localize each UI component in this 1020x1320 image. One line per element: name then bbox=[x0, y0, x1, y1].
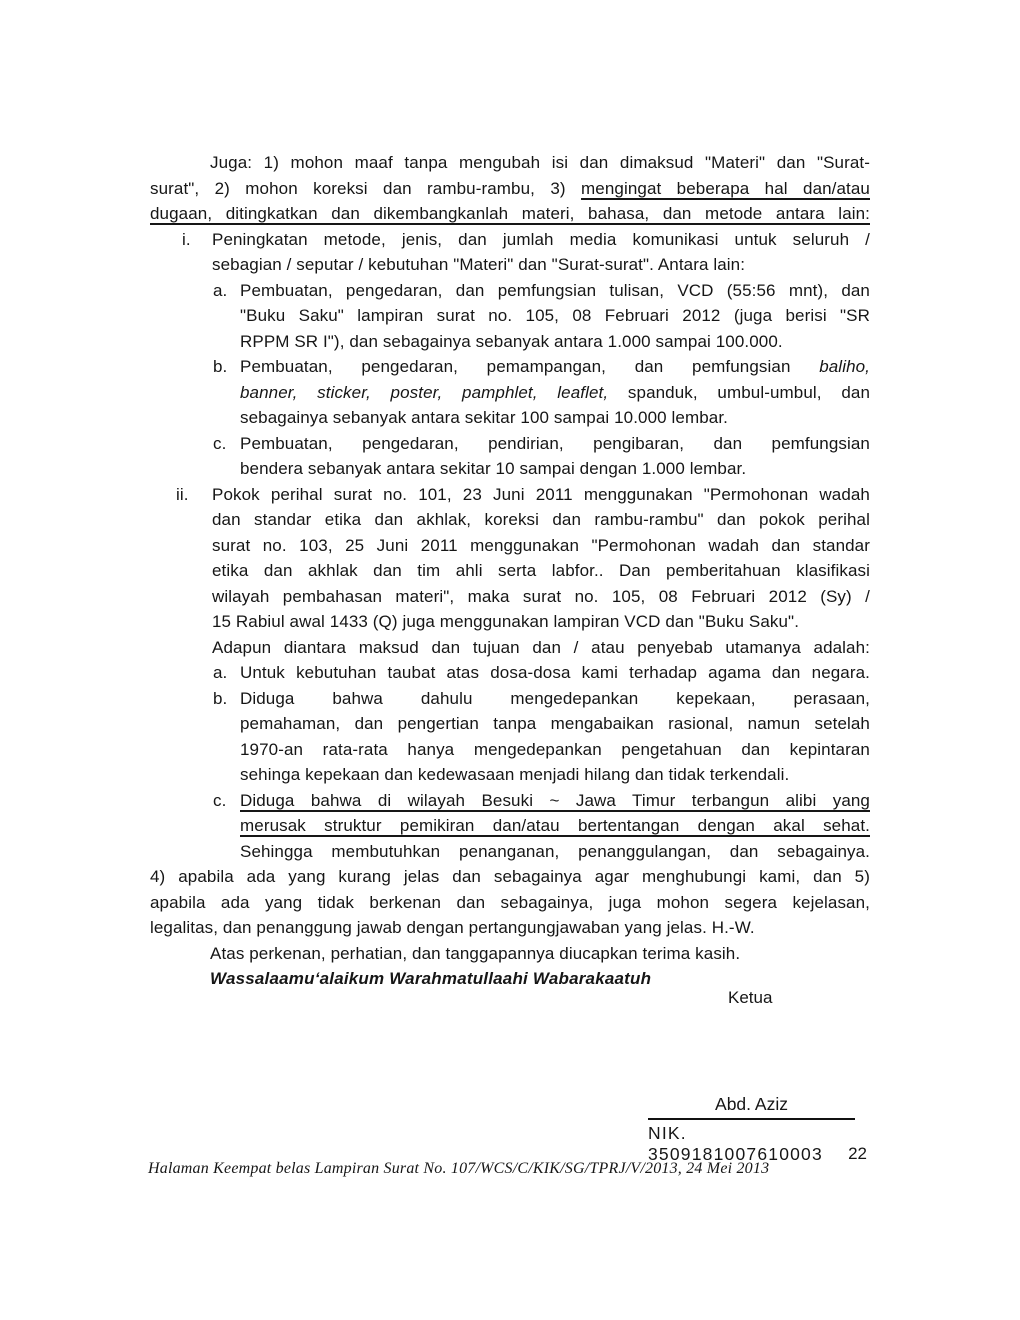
body-text: Pembuatan, pengedaran, pemampangan, dan pemfungsian bbox=[240, 357, 820, 376]
body-text: Pembuatan, pengedaran, dan pemfungsian tulisan, VCD (55:56 mnt), dan bbox=[240, 280, 870, 300]
underlined-text: mengingat beberapa hal dan/atau bbox=[581, 178, 870, 198]
italic-text: baliho, bbox=[819, 357, 870, 376]
list-item-a-line bbox=[150, 278, 870, 304]
body-text: bendera sebanyak antara sekitar 10 sampai dengan 1.000 lembar. bbox=[240, 459, 747, 478]
list-marker: b. bbox=[213, 688, 228, 708]
list-item-c2-line bbox=[150, 813, 870, 839]
body-text: 1970-an rata-rata hanya mengedepankan pengetahuan dan kepintaran bbox=[240, 739, 870, 759]
body-text: 4) apabila ada yang kurang jelas dan sebagainya agar menghubungi kami, dan 5) bbox=[150, 867, 870, 886]
body-text: Peningkatan metode, jenis, dan jumlah media komunikasi untuk seluruh / bbox=[212, 229, 870, 249]
list-item-ii-line bbox=[150, 507, 870, 533]
body-text: Sehingga membutuhkan penanganan, penanggulangan, dan sebagainya. bbox=[240, 841, 870, 861]
paragraph-thanks bbox=[150, 941, 870, 967]
list-marker: ii. bbox=[176, 484, 189, 504]
signature-underline bbox=[648, 1118, 855, 1120]
list-item-ii-line bbox=[150, 533, 870, 559]
list-marker: a. bbox=[213, 663, 228, 682]
footer-note: Halaman Keempat belas Lampiran Surat No. 107/WCS/C/KIK/SG/TPRJ/V/2013, 24 Mei 2013 bbox=[148, 1160, 770, 1177]
body-text: wilayah pembahasan materi", maka surat no. 105, 08 Februari 2012 (Sy) / bbox=[212, 586, 870, 606]
list-item-c2-line bbox=[150, 788, 870, 814]
body-text: Pokok perihal surat no. 101, 23 Juni 2011 menggunakan "Permohonan wadah bbox=[212, 484, 870, 504]
list-item-a-line bbox=[150, 303, 870, 329]
list-item-c-line bbox=[150, 431, 870, 457]
body-text: apabila ada yang tidak berkenan dan sebagainya, juga mohon segera kejelasan, bbox=[150, 892, 870, 912]
paragraph-opening-line bbox=[150, 176, 870, 202]
list-item-i-line bbox=[150, 227, 870, 253]
paragraph-closing-line bbox=[150, 864, 870, 890]
list-item-b2-line bbox=[150, 737, 870, 763]
body-text: Adapun diantara maksud dan tujuan dan / atau penyebab utamanya adalah: bbox=[212, 637, 870, 657]
body-text: legalitas, dan penanggung jawab dengan pertangungjawaban yang jelas. H.-W. bbox=[150, 918, 755, 937]
paragraph-closing-line bbox=[150, 890, 870, 916]
body-text: Juga: 1) mohon maaf tanpa mengubah isi dan dimaksud "Materi" dan "Surat- bbox=[210, 153, 870, 172]
list-item-a2-line bbox=[150, 660, 870, 686]
signer-name: Abd. Aziz bbox=[715, 1094, 788, 1114]
paragraph-opening-line bbox=[150, 150, 870, 176]
body-text: sehinga kepekaan dan kedewasaan menjadi hilang dan tidak terkendali. bbox=[240, 765, 790, 784]
paragraph-adapun bbox=[150, 635, 870, 661]
letter-body bbox=[150, 150, 870, 992]
body-text: surat", 2) mohon koreksi dan rambu-rambu, 3) bbox=[150, 178, 582, 198]
body-text: "Buku Saku" lampiran surat no. 105, 08 Februari 2012 (juga berisi "SR bbox=[240, 306, 870, 325]
paragraph-opening-line bbox=[150, 201, 870, 227]
list-marker: a. bbox=[213, 280, 228, 300]
body-text: sebagainya sebanyak antara sekitar 100 sampai 10.000 lembar. bbox=[240, 408, 728, 427]
bold-italic-text: Wassalaamu‘alaikum Warahmatullaahi Wabarakaatuh bbox=[210, 969, 652, 988]
body-text: spanduk, umbul-umbul, dan bbox=[608, 382, 870, 402]
body-text: etika dan akhlak dan tim ahli serta labfor.. Dan pemberitahuan klasifikasi bbox=[212, 561, 870, 580]
underlined-text: dugaan, ditingkatkan dan dikembangkanlah materi, bahasa, dan metode antara lain: bbox=[150, 204, 870, 223]
body-text: RPPM SR I"), dan sebagainya sebanyak antara 1.000 sampai 100.000. bbox=[240, 331, 783, 351]
list-item-b2-line bbox=[150, 762, 870, 788]
paragraph-closing-line bbox=[150, 915, 870, 941]
list-marker: c. bbox=[213, 433, 227, 453]
list-item-b2-line bbox=[150, 711, 870, 737]
list-item-c2-line bbox=[150, 839, 870, 865]
list-item-ii-line bbox=[150, 482, 870, 508]
list-item-a-line bbox=[150, 329, 870, 355]
list-item-i-line bbox=[150, 252, 870, 278]
list-item-b2-line bbox=[150, 686, 870, 712]
signer-nik: NIK. 3509181007610003 bbox=[648, 1123, 823, 1164]
body-text: surat no. 103, 25 Juni 2011 menggunakan "Permohonan wadah dan standar bbox=[212, 535, 870, 555]
list-marker: i. bbox=[182, 229, 191, 249]
body-text: dan standar etika dan akhlak, koreksi dan rambu-rambu" dan pokok perihal bbox=[212, 510, 870, 529]
list-item-ii-line bbox=[150, 609, 870, 635]
italic-text: banner, sticker, poster, pamphlet, leaflet, bbox=[240, 382, 609, 402]
body-text: Pembuatan, pengedaran, pendirian, pengibaran, dan pemfungsian bbox=[240, 433, 870, 453]
signature-title: Ketua bbox=[728, 988, 773, 1007]
underlined-text: Diduga bahwa di wilayah Besuki ~ Jawa Timur terbangun alibi yang bbox=[240, 790, 870, 810]
list-item-c-line bbox=[150, 456, 870, 482]
body-text: Untuk kebutuhan taubat atas dosa-dosa kami terhadap agama dan negara. bbox=[240, 663, 870, 682]
list-item-b-line bbox=[150, 354, 870, 380]
list-item-b-line bbox=[150, 380, 870, 406]
body-text: Atas perkenan, perhatian, dan tanggapannya diucapkan terima kasih. bbox=[210, 943, 741, 963]
list-item-b-line bbox=[150, 405, 870, 431]
list-marker: b. bbox=[213, 357, 228, 376]
body-text: pemahaman, dan pengertian tanpa mengabaikan rasional, namun setelah bbox=[240, 714, 870, 733]
list-marker: c. bbox=[213, 790, 227, 810]
body-text: Diduga bahwa dahulu mengedepankan kepekaan, perasaan, bbox=[240, 688, 870, 708]
body-text: sebagian / seputar / kebutuhan "Materi" dan "Surat-surat". Antara lain: bbox=[212, 255, 746, 274]
list-item-ii-line bbox=[150, 558, 870, 584]
underlined-text: merusak struktur pemikiran dan/atau bertentangan dengan akal sehat. bbox=[240, 816, 870, 835]
body-text: 15 Rabiul awal 1433 (Q) juga menggunakan lampiran VCD dan "Buku Saku". bbox=[212, 612, 800, 631]
page-number: 22 bbox=[848, 1144, 867, 1163]
list-item-ii-line bbox=[150, 584, 870, 610]
